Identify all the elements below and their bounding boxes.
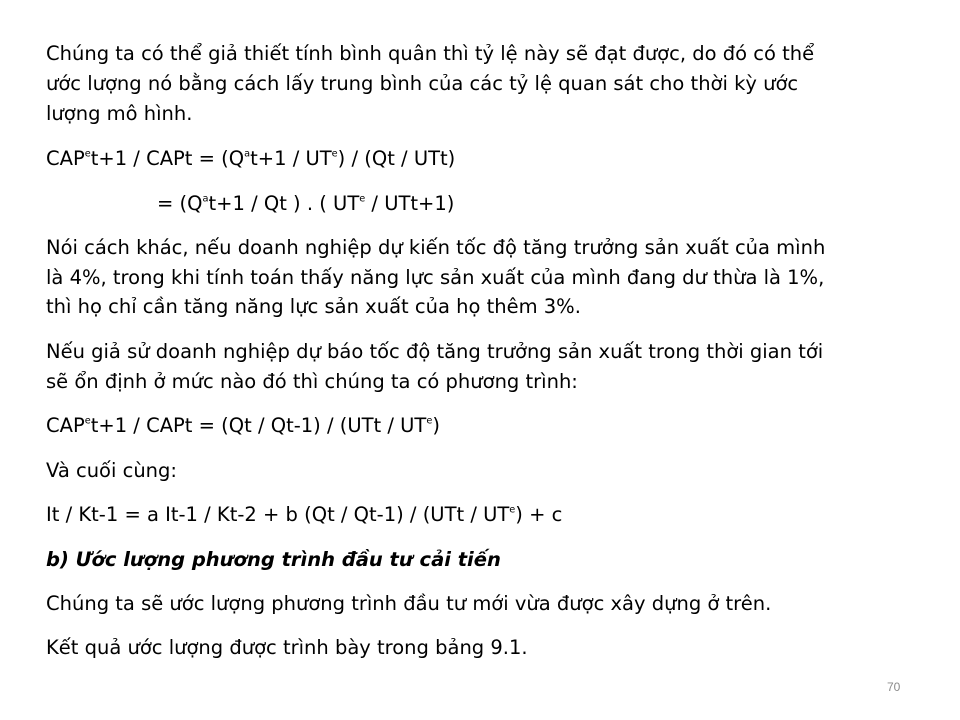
equation-2: = ($Q^at+1 / Qt$ ) . ( $UT^e / UTt+1$) [157, 192, 455, 215]
paragraph-2-line-3: thì họ chỉ cần tăng năng lực sản xuất của họ thêm 3%. [46, 295, 581, 318]
paragraph-5: Kết quả ước lượng được trình bày trong bảng 9.1. [46, 636, 528, 659]
paragraph-1-line-1: Chúng ta có thể giả thiết tính bình quân thì tỷ lệ này sẽ đạt được, do đó có thể [46, 42, 815, 65]
paragraph-3-line-1: Nếu giả sử doanh nghiệp dự báo tốc độ tăng trưởng sản xuất trong thời gian tới [46, 340, 824, 363]
paragraph-2-line-2: là 4%, trong khi tính toán thấy năng lực sản xuất của mình đang dư thừa là 1%, [46, 266, 825, 289]
section-heading: b) Ước lượng phương trình đầu tư cải tiến [46, 548, 501, 571]
paragraph-1-line-2: ước lượng nó bằng cách lấy trung bình của các tỷ lệ quan sát cho thời kỳ ước [46, 72, 799, 95]
equation-1: $CAP^et+1$ / CAPt = $(Q^at+1 / UT^e) / (Qt / UTt)$ [46, 147, 456, 170]
paragraph-3-line-2: sẽ ổn định ở mức nào đó thì chúng ta có phương trình: [46, 370, 578, 393]
finally-label: Và cuối cùng: [46, 459, 177, 482]
page-number: 70 [887, 680, 901, 694]
equation-4: It / Kt-1 = a It-1 / Kt-2 + b $(Qt / Qt-1) / (UTt / UT^e) + c$ [46, 503, 563, 526]
paragraph-2-line-1: Nói cách khác, nếu doanh nghiệp dự kiến tốc độ tăng trưởng sản xuất của mình [46, 236, 826, 259]
equation-3: $CAP^et+1$ / CAPt = $(Qt / Qt-1) / (UTt / UT^e)$ [46, 414, 440, 437]
paragraph-4: Chúng ta sẽ ước lượng phương trình đầu tư mới vừa được xây dựng ở trên. [46, 592, 772, 615]
paragraph-1-line-3: lượng mô hình. [46, 102, 193, 125]
